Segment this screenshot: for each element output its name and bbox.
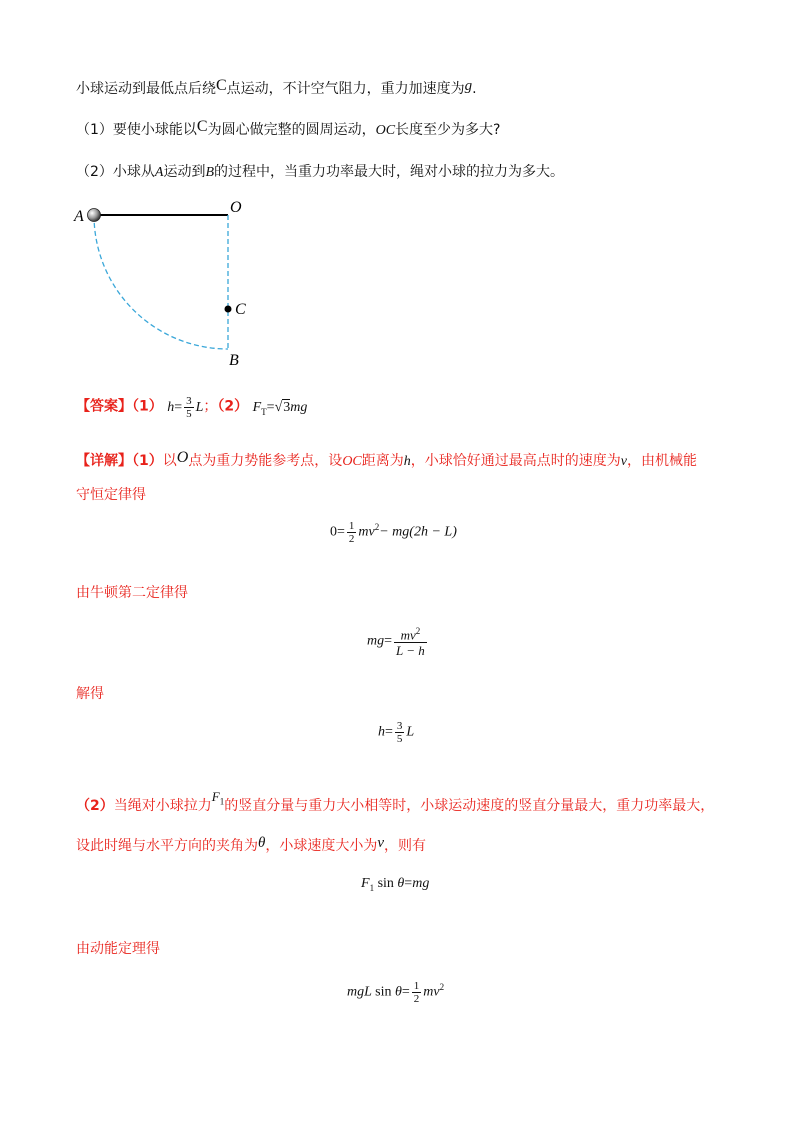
question-1 <box>76 118 500 139</box>
q1-text-2: 为圆心做完整的圆周运动， <box>207 122 376 138</box>
zero: 0 <box>330 524 337 540</box>
f1-symbol <box>211 789 225 807</box>
q2-text-2: 运动到 <box>163 164 206 180</box>
f-subscript: 1 <box>369 882 375 893</box>
kinetic-line: 由动能定理得 <box>76 941 160 957</box>
f-subscript: 1 <box>219 796 225 807</box>
theta-symbol: θ <box>258 835 266 851</box>
a-symbol: A <box>154 165 164 180</box>
h-symbol: h <box>167 399 175 415</box>
b-symbol: B <box>205 165 215 180</box>
equation-energy <box>330 520 457 545</box>
denominator: L − h <box>396 643 425 659</box>
newton-line: 由牛顿第二定律得 <box>76 585 188 601</box>
answer-1-formula <box>167 395 204 420</box>
label-c: C <box>235 301 246 318</box>
mg-symbol: mg <box>290 399 308 415</box>
equals-sign: = <box>174 399 183 415</box>
question-number: （2） <box>76 164 113 180</box>
q1-text-3: 长度至少为多大? <box>395 122 501 138</box>
part2-text: 当绳对小球拉力 <box>113 798 212 814</box>
detail-text-4: ，小球恰好通过最高点时的速度为 <box>410 453 621 469</box>
denominator: 5 <box>186 408 192 420</box>
point-c-dot <box>225 306 232 313</box>
mgl-symbol: mgL <box>347 984 372 1000</box>
solve-line: 解得 <box>76 686 104 702</box>
f-symbol: F <box>211 789 220 804</box>
q2-text: 小球从 <box>112 164 155 180</box>
numerator <box>394 624 427 643</box>
numerator: 1 <box>348 520 355 532</box>
mv-symbol: mv <box>358 524 375 540</box>
mg-symbol: mg <box>367 633 385 649</box>
f-symbol: F <box>361 876 370 891</box>
intro-text-2: 点运动，不计空气阻力，重力加速度为 <box>226 81 465 97</box>
detail-part-2: （2） <box>76 798 114 814</box>
ball <box>88 209 101 222</box>
exponent: 2 <box>439 982 445 993</box>
intro-text: 小球运动到最低点后绕 <box>76 81 216 97</box>
label-o: O <box>230 199 242 216</box>
answer-2-formula <box>253 400 308 415</box>
numerator: 3 <box>186 395 192 407</box>
fraction <box>412 980 422 1005</box>
detail-part-1: （1） <box>132 453 163 469</box>
mg-symbol: mg <box>412 876 430 891</box>
g-symbol: g <box>464 78 473 94</box>
equals-sign: = <box>384 633 393 649</box>
equation-kinetic <box>347 980 444 1005</box>
oc-symbol: OC <box>342 454 362 469</box>
denominator: 2 <box>348 533 355 545</box>
h-symbol: h <box>378 724 385 740</box>
detail-line-2: 守恒定律得 <box>76 487 146 503</box>
part2-text-4: ，小球速度大小为 <box>265 838 378 854</box>
intro-line <box>76 77 477 98</box>
equation-rest: − mg(2h − L) <box>379 524 457 540</box>
mv-symbol: mv <box>400 627 416 643</box>
l-symbol: L <box>195 399 204 415</box>
equals-sign: = <box>401 984 410 1000</box>
denominator: 5 <box>396 733 403 745</box>
answer-part-2: （2） <box>217 398 249 415</box>
question-2 <box>76 161 564 181</box>
part2-line-1 <box>76 789 715 816</box>
theta-symbol: θ <box>397 876 405 891</box>
theta-symbol: θ <box>395 984 402 1000</box>
sqrt-icon: √ <box>274 399 283 415</box>
o-symbol: O <box>176 449 189 466</box>
pendulum-figure <box>60 190 280 370</box>
question-number: （1） <box>76 122 113 138</box>
detail-text-5: ，由机械能 <box>626 453 697 469</box>
part2-line-2 <box>76 835 426 855</box>
l-symbol: L <box>406 724 415 740</box>
q2-text-3: 的过程中，当重力功率最大时，绳对小球的拉力为多大。 <box>214 164 565 180</box>
fraction <box>395 720 405 745</box>
v-symbol: v <box>377 835 385 851</box>
equation-force <box>361 876 429 893</box>
label-b: B <box>229 352 239 369</box>
fraction <box>184 395 194 420</box>
f-subscript: T <box>261 406 267 417</box>
detail-text: 以 <box>162 453 177 469</box>
arc-path <box>94 215 228 349</box>
fraction <box>394 624 427 658</box>
oc-symbol: OC <box>375 123 396 138</box>
detail-text-3: 距离为 <box>361 453 404 469</box>
equation-result <box>378 720 414 745</box>
part2-text-3: 设此时绳与水平方向的夹角为 <box>76 838 258 854</box>
sqrt-value: 3 <box>283 399 291 415</box>
equation-newton <box>367 624 429 658</box>
detail-tag: 【详解】 <box>76 453 132 469</box>
sin-function: sin <box>375 984 392 1000</box>
denominator: 2 <box>413 993 420 1005</box>
exponent: 2 <box>374 522 380 533</box>
numerator: 3 <box>396 720 403 732</box>
f-symbol: F <box>252 399 262 415</box>
part2-text-5: ，则有 <box>384 838 427 854</box>
v-symbol: v <box>620 454 627 469</box>
fraction <box>347 520 357 545</box>
exponent: 2 <box>415 626 421 636</box>
separator: ； <box>203 398 218 415</box>
answer-tag: 【答案】 <box>76 398 132 415</box>
equals-sign: = <box>385 724 393 740</box>
equals-sign: = <box>337 524 345 540</box>
point-c-symbol: C <box>216 77 227 94</box>
intro-end: . <box>472 81 477 97</box>
answer-part-1: （1） <box>132 398 163 415</box>
equals-sign: = <box>404 876 413 891</box>
part2-text-2: 的竖直分量与重力大小相等时，小球运动速度的竖直分量最大，重力功率最大， <box>224 798 715 814</box>
label-a: A <box>74 208 84 225</box>
point-c-symbol: C <box>196 118 208 135</box>
numerator: 1 <box>413 980 420 992</box>
mv-symbol: mv <box>423 984 440 1000</box>
equals-sign: = <box>266 399 275 415</box>
q1-text: 要使小球能以 <box>112 122 197 138</box>
detail-text-2: 点为重力势能参考点，设 <box>188 453 343 469</box>
h-symbol: h <box>403 454 411 469</box>
detail-line-1 <box>76 449 697 470</box>
answer-line <box>76 395 307 420</box>
sin-function: sin <box>377 876 394 891</box>
